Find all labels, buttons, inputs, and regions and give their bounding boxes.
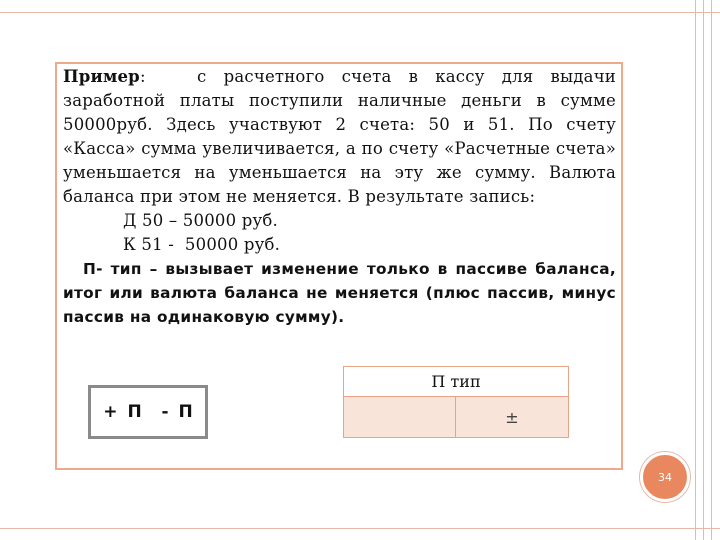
- credit-entry: К 51 - 50000 руб.: [123, 235, 281, 254]
- frame-line-vertical-3: [711, 0, 712, 540]
- frame-line-horizontal-2: [0, 528, 720, 529]
- frame-line-horizontal-1: [0, 12, 720, 13]
- example-label: Пример: [63, 67, 140, 86]
- formula-box: [88, 385, 208, 439]
- page-number-badge: 34: [640, 452, 690, 502]
- type-table: [343, 366, 569, 438]
- frame-line-vertical-1: [695, 0, 696, 540]
- type-table-header: П тип: [344, 367, 568, 397]
- type-table-cell-right: ±: [456, 397, 568, 437]
- type-summary-paragraph: П- тип – вызывает изменение только в пассиве баланса, итог или валюта баланса не меняется (плюс пассив, минус пассив на одинаковую сумму).: [63, 260, 616, 326]
- debit-entry: Д 50 – 50000 руб.: [123, 211, 278, 230]
- example-text: с расчетного счета в кассу для выдачи заработной платы поступили наличные деньги в сумме 50000руб. Здесь участвуют 2 счета: 50 и 51. По счету «Касса» сумма увеличивается, а по счету «Расчетные счета» уменьшается на уменьшается на эту же сумму. Валюта баланса при этом не меняется. В результате запись:: [63, 67, 622, 206]
- intro-paragraph: [63, 65, 622, 209]
- type-table-cell-left: [344, 397, 456, 437]
- example-colon: :: [139, 67, 146, 86]
- formula-text: + П - П: [103, 402, 193, 422]
- slide-text-block: [63, 65, 622, 329]
- frame-line-vertical-2: [703, 0, 704, 540]
